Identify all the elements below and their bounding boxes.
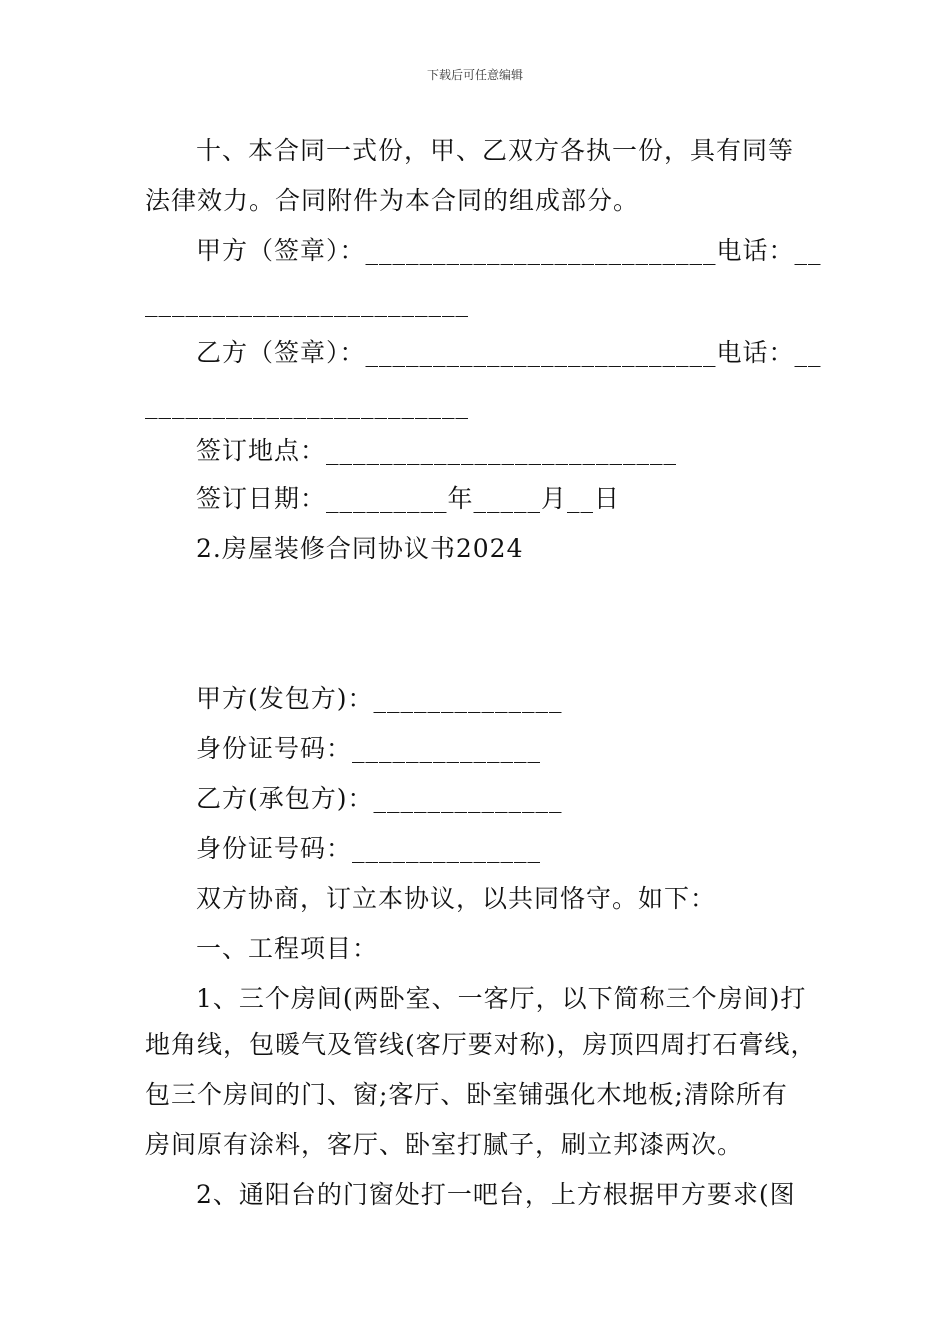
- project-heading: 一、工程项目：: [196, 934, 379, 963]
- party-a-id-number-line: 身份证号码：______________: [196, 734, 542, 763]
- item-1-line1: 1、三个房间(两卧室、一客厅，以下简称三个房间)打: [196, 984, 807, 1013]
- signing-date-line: 签订日期：_________年_____月__日: [196, 484, 621, 513]
- section-title: 2.房屋装修合同协议书2024: [196, 534, 524, 563]
- party-b-signature-line: 乙方（签章）：__________________________电话：__: [196, 338, 822, 367]
- party-b-contractor-line: 乙方(承包方)：______________: [196, 784, 563, 813]
- signing-place-line: 签订地点：__________________________: [196, 436, 678, 465]
- item-1-line3: 包三个房间的门、窗;客厅、卧室铺强化木地板;清除所有: [145, 1080, 788, 1109]
- contract-clause-ten-line2: 法律效力。合同附件为本合同的组成部分。: [145, 186, 640, 215]
- agreement-intro-line: 双方协商，订立本协议，以共同恪守。如下：: [196, 884, 717, 913]
- party-a-phone-continuation: ________________________: [145, 288, 469, 317]
- party-a-signature-line: 甲方（签章）：__________________________电话：__: [196, 236, 822, 265]
- item-1-line4: 房间原有涂料，客厅、卧室打腻子，刷立邦漆两次。: [145, 1130, 744, 1159]
- party-b-phone-continuation: ________________________: [145, 390, 469, 419]
- item-1-line2: 地角线，包暖气及管线(客厅要对称)，房顶四周打石膏线，: [145, 1030, 817, 1059]
- party-b-id-number-line: 身份证号码：______________: [196, 834, 542, 863]
- party-a-contractor-line: 甲方(发包方)：______________: [196, 684, 563, 713]
- contract-clause-ten-line1: 十、本合同一式份，甲、乙双方各执一份，具有同等: [196, 136, 795, 165]
- item-2-line1: 2、通阳台的门窗处打一吧台，上方根据甲方要求(图: [196, 1180, 796, 1209]
- page-header: 下载后可任意编辑: [426, 68, 523, 82]
